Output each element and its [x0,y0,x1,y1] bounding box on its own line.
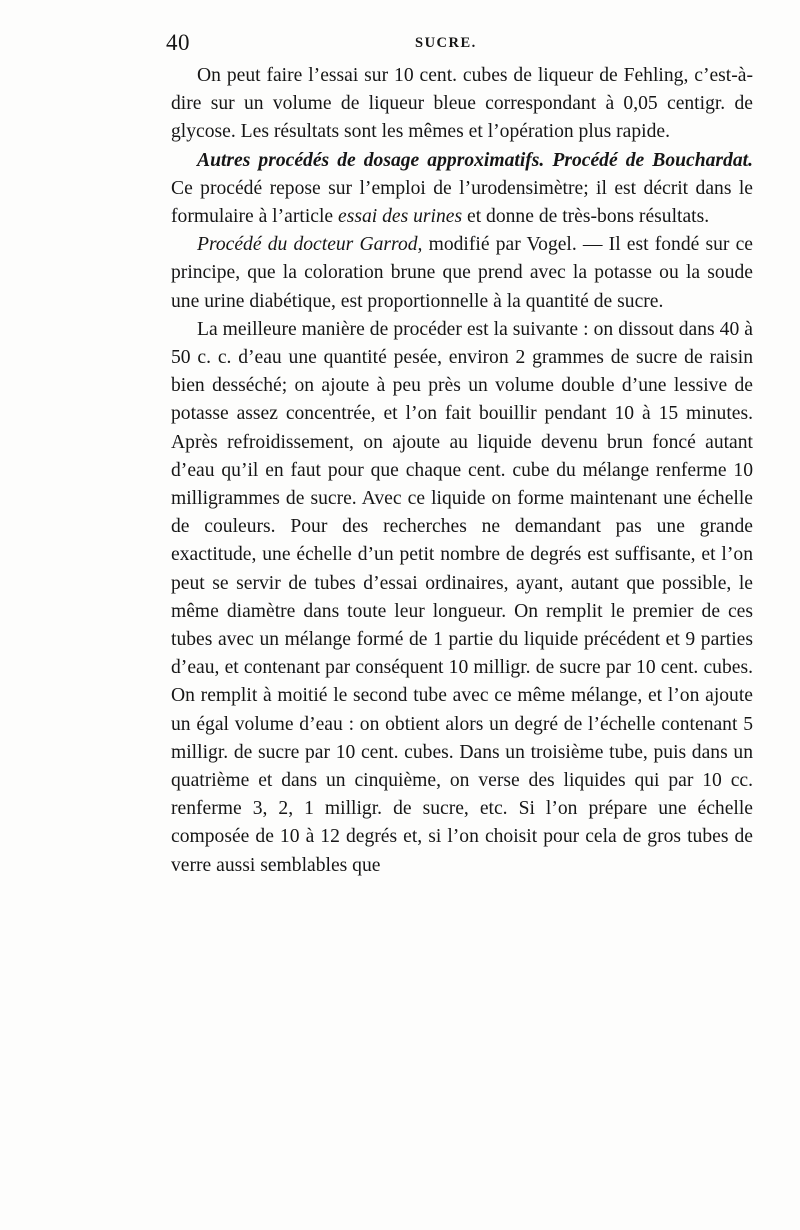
paragraph-text: Ce procédé repose sur l’emploi de l’urodensimètre; il est décrit dans le formulaire à l’article [171,177,753,228]
page-header [160,28,760,58]
paragraph-garrod [171,231,753,316]
italic-heading: Procédé du docteur Garrod, [197,234,423,256]
paragraph-fehling: On peut faire l’essai sur 10 cent. cubes de liqueur de Fehling, c’est-à-dire sur un volume de liqueur bleue correspondant à 0,05 centigr. de glycose. Les résultats sont les mêmes et l’opération plus rapide. [171,65,753,143]
section-heading: Autres procédés de dosage approximatifs. Procédé de Bouchardat. [197,149,753,171]
paragraph-method: La meilleure manière de procéder est la suivante : on dissout dans 40 à 50 c. c. d’eau une quantité pesée, environ 2 grammes de sucre de raisin bien desséché; on ajoute à peu près un volume double d’une lessive de potasse assez concentrée, et l’on fait bouillir pendant 10 à 15 minutes. Après refroidissement, on ajoute au liquide devenu brun foncé autant d’eau qu’il en faut pour que chaque cent. cube du mélange renferme 10 milligrammes de sucre. Avec ce liquide on forme maintenant une échelle de couleurs. Pour des recherches ne demandant pas une grande exactitude, une échelle d’un petit nombre de degrés est suffisante, et l’on peut se servir de tubes d’essai ordinaires, ayant, autant que possible, le même diamètre dans toute leur longueur. On remplit le premier de ces tubes avec un mélange formé de 1 partie du liquide précédent et 9 parties d’eau, et contenant par conséquent 10 milligr. de sucre par 10 cent. cubes. On remplit à moitié le second tube avec ce même mélange, et l’on ajoute un égal volume d’eau : on obtient alors un degré de l’échelle contenant 5 milligr. de sucre par 10 cent. cubes. Dans un troisième tube, puis dans un quatrième et dans un cinquième, on verse des liquides qui par 10 cc. renferme 3, 2, 1 milligr. de sucre, etc. Si l’on prépare une échelle composée de 10 à 12 degrés et, si l’on choisit pour cela de gros tubes de verre aussi semblables que [171,318,753,876]
paragraph-bouchardat [171,147,753,232]
paragraph-text: modifié par Vogel. — Il est fondé sur ce principe, que la coloration brune que prend avec la potasse ou la soude une urine diabétique, est proportionnelle à la quantité de sucre. [171,234,753,312]
page-number: 40 [166,30,190,55]
body-text [171,62,753,880]
italic-reference: essai des urines [338,206,463,228]
running-head: SUCRE. [415,35,477,51]
paragraph-text: et donne de très-bons résultats. [462,206,710,228]
